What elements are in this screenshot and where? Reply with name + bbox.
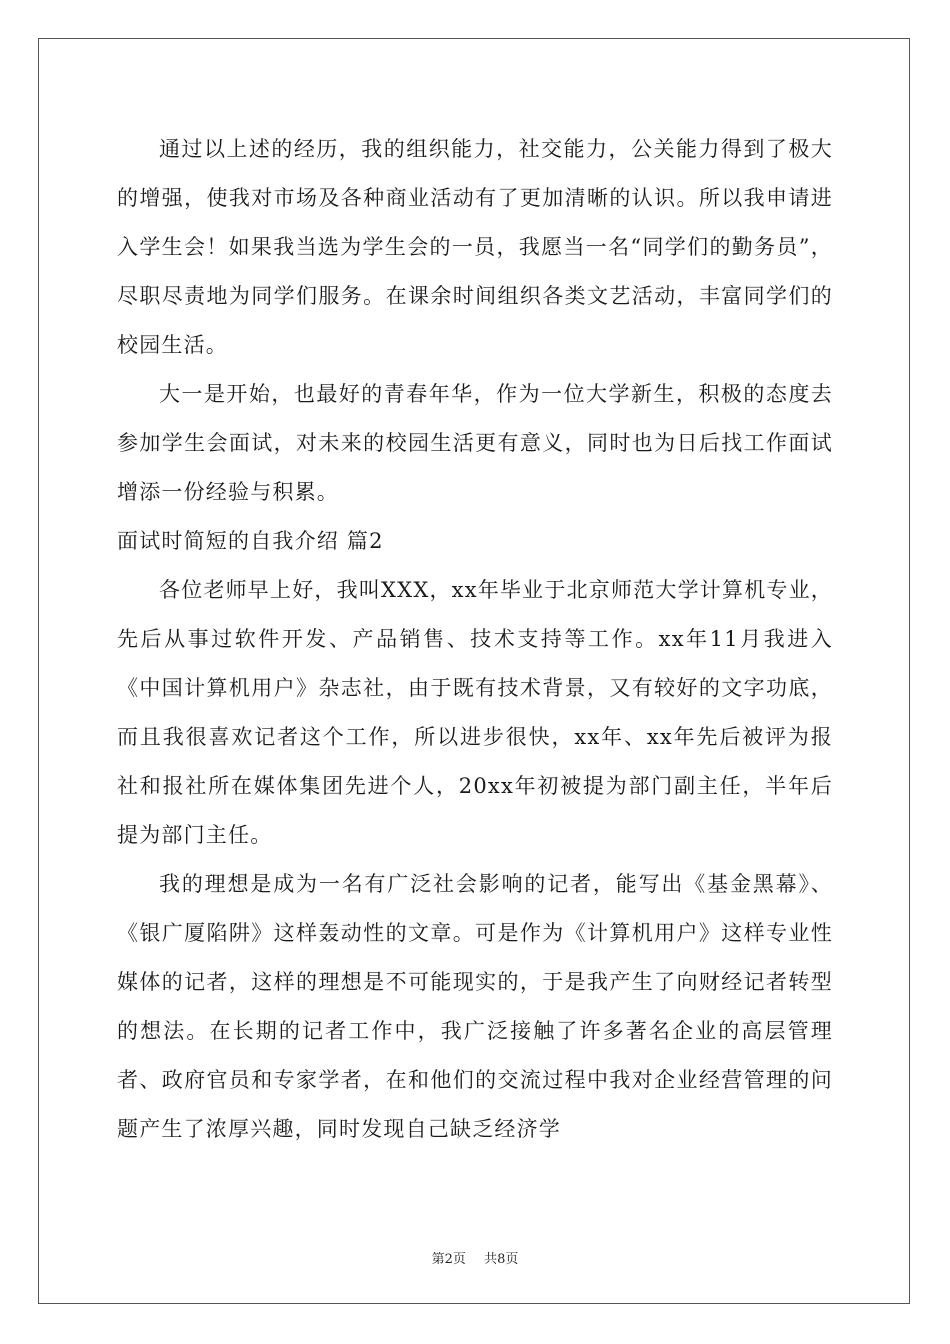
paragraph-self-intro: 各位老师早上好，我叫XXX，xx年毕业于北京师范大学计算机专业，先后从事过软件开发、产品销售、技术支持等工作。xx年11月我进入《中国计算机用户》杂志社，由于既有技术背景，又有较好的文字功底，而且我很喜欢记者这个工作，所以进步很快，xx年、xx年先后被评为报社和报社所在媒体集团先进个人，20xx年初被提为部门副主任，半年后提为部门主任。 [117,578,833,847]
paragraph-freshman: 大一是开始，也最好的青春年华，作为一位大学新生，积极的态度去参加学生会面试，对未来的校园生活更有意义，同时也为日后找工作面试增添一份经验与积累。 [117,382,833,504]
page-total: 共8页 [484,1252,519,1267]
page-footer [0,1248,950,1267]
section-heading: 面试时简短的自我介绍 篇2 [117,529,384,553]
document-body [117,125,833,1154]
paragraph-student-union: 通过以上述的经历，我的组织能力，社交能力，公关能力得到了极大的增强，使我对市场及各种商业活动有了更加清晰的认识。所以我申请进入学生会！如果我当选为学生会的一员，我愿当一名“同学们的勤务员”，尽职尽责地为同学们服务。在课余时间组织各类文艺活动，丰富同学们的校园生活。 [117,137,833,357]
page-number: 第2页 [431,1252,466,1267]
paragraph-ideal: 我的理想是成为一名有广泛社会影响的记者，能写出《基金黑幕》、《银广厦陷阱》这样轰动性的文章。可是作为《计算机用户》这样专业性媒体的记者，这样的理想是不可能现实的，于是我产生了向财经记者转型的想法。在长期的记者工作中，我广泛接触了许多著名企业的高层管理者、政府官员和专家学者，在和他们的交流过程中我对企业经营管理的问题产生了浓厚兴趣，同时发现自己缺乏经济学 [117,872,833,1141]
